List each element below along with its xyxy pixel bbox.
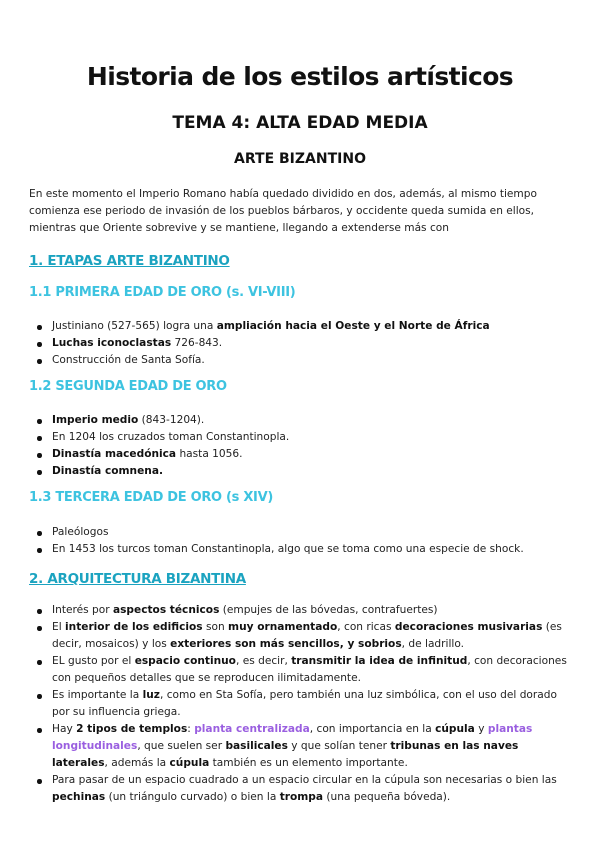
text-run: Paleólogos (52, 526, 109, 538)
bold-text: tribunas en las naves laterales (52, 740, 519, 769)
list-item (34, 653, 574, 687)
text-run: , con decoraciones con pequeños detalles que se reproducen ilimitadamente. (52, 655, 567, 684)
bold-text: basilicales (225, 740, 288, 752)
bold-text: muy ornamentado (228, 621, 338, 633)
bold-text: Dinastía comnena. (52, 465, 163, 477)
highlight-text: planta centralizada (194, 723, 310, 735)
text-run: también es un elemento importante. (209, 757, 408, 769)
list-item (34, 524, 574, 541)
list-item (34, 412, 574, 429)
text-run: Construcción de Santa Sofía. (52, 354, 205, 366)
list-item (34, 463, 574, 480)
bold-text: 2 tipos de templos (76, 723, 188, 735)
bold-text: Dinastía macedónica (52, 448, 177, 460)
bold-text: cúpula (435, 723, 475, 735)
list-item (34, 429, 574, 446)
text-run: El (52, 621, 66, 633)
bold-text: Luchas iconoclastas (52, 337, 172, 349)
text-run: , que suelen ser (137, 740, 226, 752)
text-run: Interés por (52, 604, 113, 616)
text-run: , con ricas (337, 621, 395, 633)
text-run: Es importante la (52, 689, 143, 701)
bold-text: Imperio medio (52, 414, 139, 426)
art-heading: ARTE BIZANTINO (234, 151, 366, 167)
bold-text: transmitir la idea de infinitud (291, 655, 468, 667)
topic-heading: TEMA 4: ALTA EDAD MEDIA (172, 113, 428, 133)
text-run: , de ladrillo. (401, 638, 465, 650)
text-run: Hay (52, 723, 77, 735)
text-run: hasta 1056. (176, 448, 243, 460)
text-run: Para pasar de un espacio cuadrado a un espacio circular en la cúpula son necesarias o bien las (52, 774, 557, 786)
list-item (34, 772, 574, 806)
text-run: (es decir, mosaicos) y los (52, 621, 562, 650)
bold-text: ampliación hacia el Oeste y el Norte de África (216, 320, 490, 332)
list-item (34, 541, 574, 558)
bold-text: aspectos técnicos (112, 604, 220, 616)
bold-text: pechinas (52, 791, 106, 803)
subsection-heading-third-golden-age: 1.3 TERCERA EDAD DE ORO (s XIV) (29, 490, 273, 505)
text-run: , además la (104, 757, 170, 769)
text-run: En 1204 los cruzados toman Constantinopla. (52, 431, 290, 443)
list-item (34, 335, 574, 352)
text-run: (una pequeña bóveda). (323, 791, 451, 803)
subsection-heading-first-golden-age: 1.1 PRIMERA EDAD DE ORO (s. VI-VIII) (29, 285, 296, 300)
bold-text: decoraciones musivarias (394, 621, 543, 633)
list-item (34, 446, 574, 463)
text-run: y que solían tener (287, 740, 391, 752)
text-run: (843-1204). (138, 414, 205, 426)
architecture-list (34, 602, 574, 806)
bold-text: luz (142, 689, 160, 701)
third-golden-age-list (34, 524, 574, 558)
text-run: , con importancia en la (309, 723, 436, 735)
bold-text: exteriores son más sencillos, y sobrios (170, 638, 402, 650)
subsection-heading-second-golden-age: 1.2 SEGUNDA EDAD DE ORO (29, 379, 227, 394)
highlight-text: plantas longitudinales (52, 723, 533, 752)
list-item (34, 318, 574, 335)
list-item (34, 352, 574, 369)
text-run: Justiniano (527-565) logra una (52, 320, 217, 332)
text-run: 726-843. (171, 337, 223, 349)
intro-paragraph: En este momento el Imperio Romano había quedado dividido en dos, además, al mismo tiempo comienza ese periodo de invasión de los pueblos bárbaros, y occidente queda sumida en ellos, mientras que Oriente sobrevive y se mantiene, llegando a extenderse más con (29, 188, 537, 234)
text-run: En 1453 los turcos toman Constantinopla, algo que se toma como una especie de shock. (52, 543, 524, 555)
text-run: : (187, 723, 195, 735)
list-item (34, 721, 574, 772)
document-title: Historia de los estilos artísticos (86, 62, 514, 91)
bold-text: espacio continuo (134, 655, 236, 667)
text-run: (empujes de las bóvedas, contrafuertes) (219, 604, 438, 616)
text-run: , como en Sta Sofía, pero también una luz simbólica, con el uso del dorado por su influencia griega. (52, 689, 557, 718)
bold-text: interior de los edificios (65, 621, 203, 633)
text-run: , es decir, (235, 655, 292, 667)
first-golden-age-list (34, 318, 574, 369)
list-item (34, 602, 574, 619)
text-run: son (202, 621, 229, 633)
second-golden-age-list (34, 412, 574, 480)
text-run: (un triángulo curvado) o bien la (105, 791, 280, 803)
section-heading-architecture: 2. ARQUITECTURA BIZANTINA (29, 571, 246, 587)
list-item (34, 687, 574, 721)
bold-text: trompa (279, 791, 324, 803)
section-heading-stages: 1. ETAPAS ARTE BIZANTINO (29, 253, 230, 269)
text-run: EL gusto por el (52, 655, 135, 667)
text-run: y (474, 723, 488, 735)
list-item (34, 619, 574, 653)
bold-text: cúpula (169, 757, 210, 769)
